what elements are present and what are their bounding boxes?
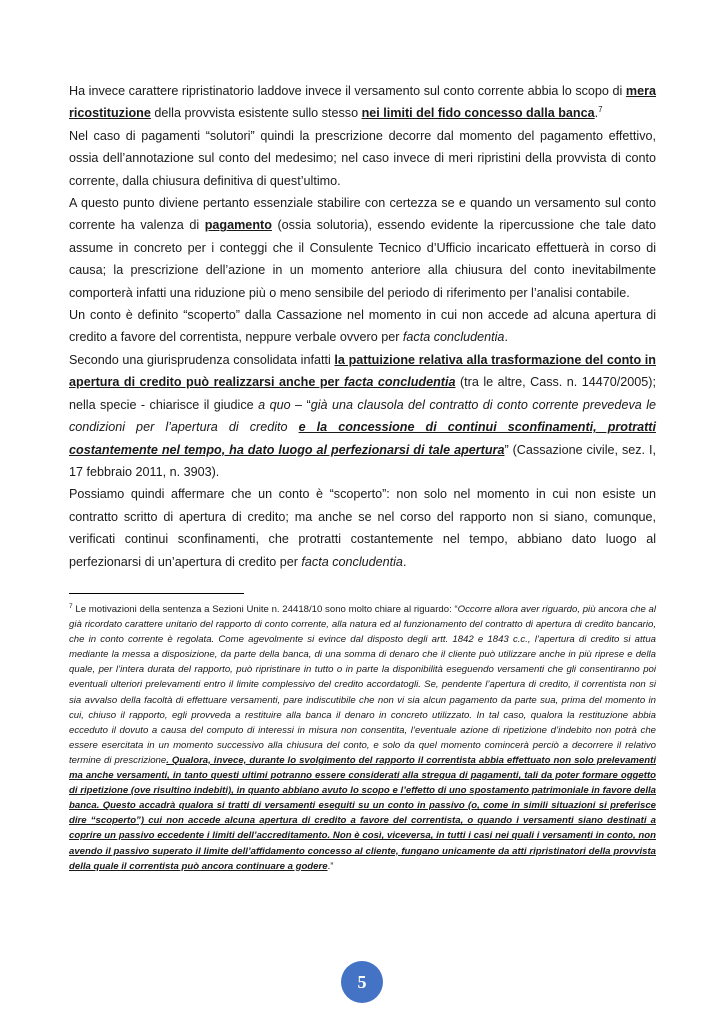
emphasis-limiti-fido: nei limiti del fido concesso dalla banca bbox=[361, 106, 595, 121]
page-number-badge: 5 bbox=[341, 961, 383, 1003]
emphasis-sconfinamenti: e la concessione di continui sconfinamenti, protratti costantemente nel tempo, ha dato luogo al perfezionarsi di tale apertura bbox=[69, 420, 656, 457]
body-text bbox=[69, 80, 656, 573]
paragraph-6: Possiamo quindi affermare che un conto è “scoperto”: non solo nel momento in cui non esiste un contratto scritto di apertura di credito; ma anche se nel corso del rapporto non si siano, comunque, verificati continui sconfinamenti, che protratti costantemente nel tempo, abbiano dato luogo al perfezionarsi di un’apertura di credito per facta concludentia. bbox=[69, 487, 656, 569]
emphasis-pagamento: pagamento bbox=[204, 218, 272, 233]
emphasis-mera-ricostituzione: mera ricostituzione bbox=[69, 84, 656, 121]
paragraph-5: Secondo una giurisprudenza consolidata infatti la pattuizione relativa alla trasformazione del conto in apertura di credito può realizzarsi anche per facta concludentia (tra le altre, Cass. n. 14470/2005); nella specie - chiarisce il giudice a quo – “già una clausola del contratto di conto corrente prevedeva le condizioni per l’apertura di credito e la concessione di continui sconfinamenti, protratti costantemente nel tempo, ha dato luogo al perfezionarsi di tale apertura” (Cassazione civile, sez. I, 17 febbraio 2011, n. 3903). bbox=[69, 352, 657, 479]
paragraph-3: A questo punto diviene pertanto essenziale stabilire con certezza se e quando un versamento sul conto corrente ha valenza di pagamento (ossia solutoria), essendo evidente la ripercussione che tale dato assume in concreto per i conteggi che il Consulente Tecnico d’Ufficio incaricato effettuerà in corso di causa; la prescrizione dell’azione in un momento anteriore alla chiusura del conto inevitabilmente comporterà infatti una riduzione più o meno sensibile del periodo di riferimento per l’analisi contabile. bbox=[69, 196, 656, 300]
emphasis-pattuizione: la pattuizione relativa alla trasformazione del conto in apertura di credito può realizzarsi anche per facta concludentia bbox=[69, 352, 657, 390]
footnote-emphasis: . Qualora, invece, durante lo svolgimento del rapporto il correntista abbia effettuato non solo prelevamenti ma anche versamenti, in tanto questi ultimi potranno essere considerati alla stregua di pagamenti, tali da poter formare oggetto di ripetizione (ove risultino indebiti), in quanto abbiano avuto lo scopo e l’effetto di uno spostamento patrimoniale in favore della banca. Questo accadrà qualora si tratti di versamenti eseguiti su un conto in passivo (o, come in simili situazioni si preferisce dire “scoperto”) cui non accede alcuna apertura di credito a favore del correntista, o quando i versamenti siano destinati a coprire un passivo eccedente i limiti dell’accreditamento. Non è così, viceversa, in tutti i casi nei quali i versamenti in conto, non avendo il passivo superato il limite dell’affidamento concesso al cliente, fungano unicamente da atti ripristinatori della provvista della quale il correntista può ancora continuare a godere bbox=[69, 754, 656, 872]
footnote-number: 7 bbox=[69, 602, 73, 610]
paragraph-2: Nel caso di pagamenti “solutori” quindi la prescrizione decorre dal momento del pagamento effettivo, ossia dell’annotazione sul conto del medesimo; nel caso invece di meri ripristini della provvista di conto corrente, dalla chiusura definitiva di quest’ultimo. bbox=[69, 128, 656, 188]
paragraph-1: Ha invece carattere ripristinatorio laddove invece il versamento sul conto corrente abbia lo scopo di mera ricostituzione della provvista esistente sullo stesso nei limiti del fido concesso dalla banca.$^7$ bbox=[69, 84, 656, 121]
paragraph-4: Un conto è definito “scoperto” dalla Cassazione nel momento in cui non accede ad alcuna apertura di credito a favore del correntista, neppure verbale ovvero per facta concludentia. bbox=[69, 308, 656, 345]
footnote-ref: 7 bbox=[598, 105, 603, 115]
footnote-separator bbox=[69, 593, 244, 594]
footnote-7: $^7$ Le motivazioni della sentenza a Sezioni Unite n. 24418/10 sono molto chiare al riguardo: “Occorre allora aver riguardo, più ancora che al già ricordato carattere unitario del rapporto di conto corrente, alla natura ed al funzionamento del contratto di apertura di credito bancario, che in conto corrente è regolata. Come agevolmente si evince dal disposto degli artt. 1842 e 1843 c.c., l’apertura di credito si attua mediante la messa a disposizione, da parte della banca, di una somma di denaro che il cliente può utilizzare anche in più riprese e della quale, per l’intera durata del rapporto, può ripristinare in tutto o in parte la disponibilità eseguendo versamenti che gli consentiranno poi eventuali ulteriori prelevamenti entro il limite complessivo del credito accordatogli. Se, pendente l’apertura di credito, il correntista non si sia avvalso della facoltà di effettuare versamenti, pare indiscutibile che non vi sia alcun pagamento da parte sua, prima del momento in cui, chiuso il rapporto, egli provveda a restituire alla banca il denaro in concreto utilizzato. In tal caso, qualora la restituzione abbia ecceduto il dovuto a causa del computo di interessi in misura non consentita, l’eventuale azione di ripetizione d’indebito non potrà che essere esercitata in un momento successivo alla chiusura del conto, e solo da quel momento comincerà perciò a decorrere il relativo termine di prescrizione. Qualora, invece, durante lo svolgimento del rapporto il correntista abbia effettuato non solo prelevamenti ma anche versamenti, in tanto questi ultimi potranno essere considerati alla stregua di pagamenti, tali da poter formare oggetto di ripetizione (ove risultino indebiti), in quanto abbiano avuto lo scopo e l’effetto di uno spostamento patrimoniale in favore della banca. Questo accadrà qualora si tratti di versamenti eseguiti su un conto in passivo (o, come in simili situazioni si preferisce dire “scoperto”) cui non accede alcuna apertura di credito a favore del correntista, o quando i versamenti siano destinati a coprire un passivo eccedente i limiti dell’accreditamento. Non è così, viceversa, in tutti i casi nei quali i versamenti in conto, non avendo il passivo superato il limite dell’affidamento concesso al cliente, fungano unicamente da atti ripristinatori della provvista della quale il correntista può ancora continuare a godere.” bbox=[69, 602, 657, 872]
